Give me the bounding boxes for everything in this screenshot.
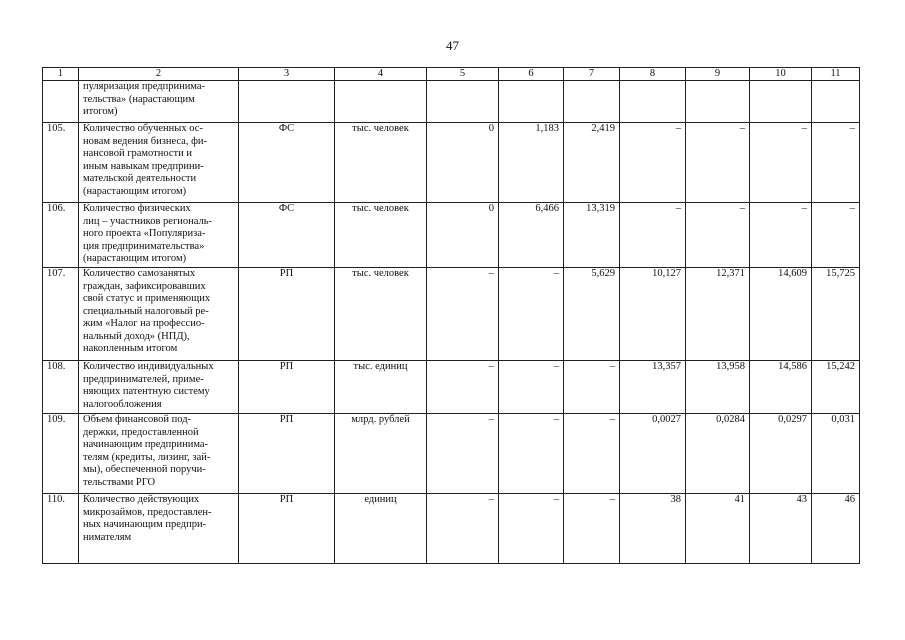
cell-src: ФС	[239, 203, 335, 268]
cell-v5: –	[427, 268, 499, 361]
cell-v8: 13,357	[620, 361, 686, 414]
table-row	[43, 361, 860, 414]
cell-v9	[686, 81, 750, 123]
header-cell-2: 2	[79, 68, 239, 81]
cell-v6: –	[499, 414, 564, 494]
cell-v8: 0,0027	[620, 414, 686, 494]
header-cell-8: 8	[620, 68, 686, 81]
cell-v11	[812, 81, 860, 123]
cell-v7: –	[564, 414, 620, 494]
cell-v8	[620, 81, 686, 123]
cell-v6: 6,466	[499, 203, 564, 268]
cell-name: Количество самозанятых граждан, зафиксировавших свой статус и применяющих специальный налоговый ре- жим «Налог на профессио- нальный доход» (НПД), накопленным итогом	[79, 268, 239, 361]
cell-src: РП	[239, 268, 335, 361]
cell-v7: 2,419	[564, 123, 620, 203]
cell-v10	[750, 81, 812, 123]
cell-no: 108.	[43, 361, 79, 414]
cell-v6	[499, 81, 564, 123]
cell-v7: –	[564, 361, 620, 414]
table-row	[43, 414, 860, 494]
cell-v7: –	[564, 494, 620, 564]
header-cell-4: 4	[335, 68, 427, 81]
header-cell-10: 10	[750, 68, 812, 81]
cell-name: Количество физических лиц – участников региональ- ного проекта «Популяриза- ция предпринимательства» (нарастающим итогом)	[79, 203, 239, 268]
cell-v5	[427, 81, 499, 123]
cell-no: 105.	[43, 123, 79, 203]
cell-v10: 14,609	[750, 268, 812, 361]
cell-v9: –	[686, 203, 750, 268]
cell-v9: 13,958	[686, 361, 750, 414]
cell-v8: –	[620, 123, 686, 203]
table-header-row	[43, 68, 860, 81]
header-cell-1: 1	[43, 68, 79, 81]
cell-unit: тыс. единиц	[335, 361, 427, 414]
cell-v10: –	[750, 203, 812, 268]
table-row	[43, 268, 860, 361]
cell-src: РП	[239, 494, 335, 564]
cell-v11: 15,725	[812, 268, 860, 361]
cell-v5: –	[427, 361, 499, 414]
cell-name: Объем финансовой под- держки, предоставленной начинающим предпринима- телям (кредиты, лизинг, зай- мы), обеспеченной поручи- тельствами РГО	[79, 414, 239, 494]
table-row	[43, 81, 860, 123]
cell-src: ФС	[239, 123, 335, 203]
cell-v8: –	[620, 203, 686, 268]
cell-name: Количество действующих микрозаймов, предоставлен- ных начинающим предпри- нимателям	[79, 494, 239, 564]
cell-name: пуляризация предпринима- тельства» (нарастающим итогом)	[79, 81, 239, 123]
cell-v6: –	[499, 494, 564, 564]
cell-v7: 5,629	[564, 268, 620, 361]
header-cell-9: 9	[686, 68, 750, 81]
header-cell-6: 6	[499, 68, 564, 81]
cell-v5: –	[427, 494, 499, 564]
cell-v5: 0	[427, 203, 499, 268]
cell-src	[239, 81, 335, 123]
cell-unit: тыс. человек	[335, 268, 427, 361]
cell-unit: тыс. человек	[335, 123, 427, 203]
cell-v10: 0,0297	[750, 414, 812, 494]
cell-no: 106.	[43, 203, 79, 268]
table-row	[43, 203, 860, 268]
cell-v5: 0	[427, 123, 499, 203]
cell-v5: –	[427, 414, 499, 494]
cell-v6: –	[499, 268, 564, 361]
cell-v9: 12,371	[686, 268, 750, 361]
cell-v11: 46	[812, 494, 860, 564]
cell-v8: 38	[620, 494, 686, 564]
table-row	[43, 494, 860, 564]
cell-v10: 14,586	[750, 361, 812, 414]
cell-v10: 43	[750, 494, 812, 564]
cell-name: Количество обученных ос- новам ведения бизнеса, фи- нансовой грамотности и иным навыкам предприни- мательской деятельности (нарастающим итогом)	[79, 123, 239, 203]
cell-v8: 10,127	[620, 268, 686, 361]
cell-v7: 13,319	[564, 203, 620, 268]
cell-unit: млрд. рублей	[335, 414, 427, 494]
header-cell-11: 11	[812, 68, 860, 81]
cell-no: 109.	[43, 414, 79, 494]
cell-no	[43, 81, 79, 123]
header-cell-3: 3	[239, 68, 335, 81]
header-cell-7: 7	[564, 68, 620, 81]
cell-src: РП	[239, 361, 335, 414]
cell-unit: единиц	[335, 494, 427, 564]
cell-v6: 1,183	[499, 123, 564, 203]
cell-v9: –	[686, 123, 750, 203]
cell-v10: –	[750, 123, 812, 203]
cell-unit	[335, 81, 427, 123]
cell-v11: 0,031	[812, 414, 860, 494]
cell-name: Количество индивидуальных предпринимателей, приме- няющих патентную систему налогообложения	[79, 361, 239, 414]
header-cell-5: 5	[427, 68, 499, 81]
cell-src: РП	[239, 414, 335, 494]
cell-v11: 15,242	[812, 361, 860, 414]
data-table	[42, 67, 860, 564]
cell-v9: 41	[686, 494, 750, 564]
cell-v11: –	[812, 123, 860, 203]
cell-no: 107.	[43, 268, 79, 361]
cell-v7	[564, 81, 620, 123]
cell-no: 110.	[43, 494, 79, 564]
page-number: 47	[446, 38, 459, 53]
cell-v6: –	[499, 361, 564, 414]
cell-unit: тыс. человек	[335, 203, 427, 268]
cell-v9: 0,0284	[686, 414, 750, 494]
table-row	[43, 123, 860, 203]
cell-v11: –	[812, 203, 860, 268]
